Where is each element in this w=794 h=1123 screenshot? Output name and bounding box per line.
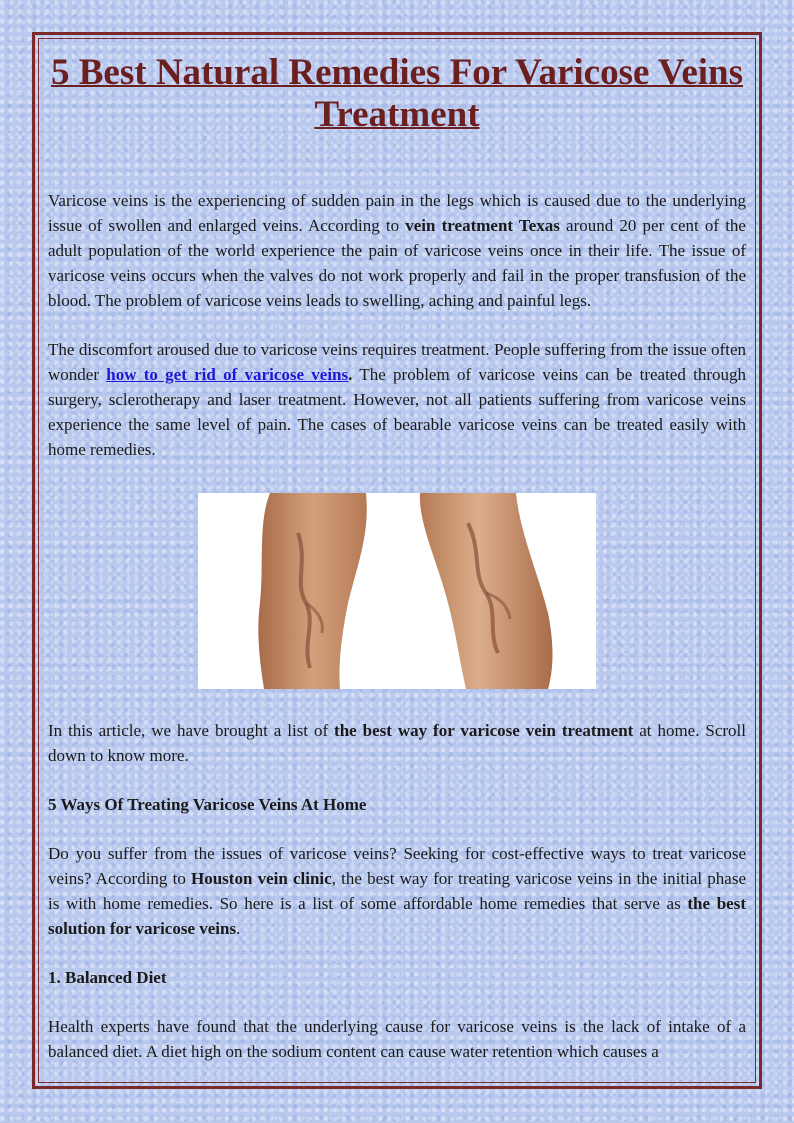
varicose-veins-link[interactable]: how to get rid of varicose veins — [106, 365, 349, 384]
balanced-diet-paragraph: Health experts have found that the underlying cause for varicose veins is the lack of intake of a balanced diet. A diet high on the sodium content can cause water retention which causes a — [48, 1017, 746, 1061]
treatment-paragraph — [48, 337, 746, 462]
text-span: , the best way for treating varicose veins in the initial phase is with home remedies. So here is a list of some affordable home remedies that serve as — [48, 869, 746, 913]
text-span: The discomfort aroused due to varicose veins requires treatment. People suffering from the issue often wonder — [48, 340, 746, 384]
period: . — [348, 365, 353, 384]
article — [48, 44, 746, 1064]
text-span: around 20 per cent of the adult population of the world experience the pain of varicose veins once in their life. The issue of varicose veins occurs when the valves do not work properly and fail in the proper transfusion of the blood. The problem of varicose veins leads to swelling, aching and painful legs. — [48, 216, 746, 310]
text-span: at home. Scroll down to know more. — [48, 721, 746, 765]
section-heading-ways: 5 Ways Of Treating Varicose Veins At Home — [48, 795, 367, 814]
bold-keyword-best-way: the best way for varicose vein treatment — [334, 721, 634, 740]
left-leg — [258, 493, 366, 689]
section-heading-balanced-diet: 1. Balanced Diet — [48, 968, 167, 987]
legs-illustration — [198, 493, 596, 689]
varicose-legs-image — [198, 493, 596, 689]
text-span: Varicose veins is the experiencing of sudden pain in the legs which is caused due to the underlying issue of swollen and enlarged veins. According to — [48, 191, 746, 235]
text-span: The problem of varicose veins can be treated through surgery, sclerotherapy and laser treatment. However, not all patients suffering from varicose veins experience the same level of pain. The cases of bearable varicose veins can be treated easily with home remedies. — [48, 365, 746, 459]
bold-keyword-houston-vein-clinic: Houston vein clinic — [191, 869, 332, 888]
home-remedies-paragraph — [48, 841, 746, 941]
bold-keyword-vein-treatment-texas: vein treatment Texas — [405, 216, 560, 235]
text-span: Do you suffer from the issues of varicose veins? Seeking for cost-effective ways to treat varicose veins? According to — [48, 844, 746, 888]
intro-paragraph — [48, 188, 746, 313]
article-title: 5 Best Natural Remedies For Varicose Veins Treatment — [51, 52, 743, 135]
text-span: In this article, we have brought a list of — [48, 721, 335, 740]
bold-keyword-best-solution: the best solution for varicose veins — [48, 894, 746, 938]
article-scope-paragraph — [48, 718, 746, 768]
text-span: . — [236, 919, 241, 938]
